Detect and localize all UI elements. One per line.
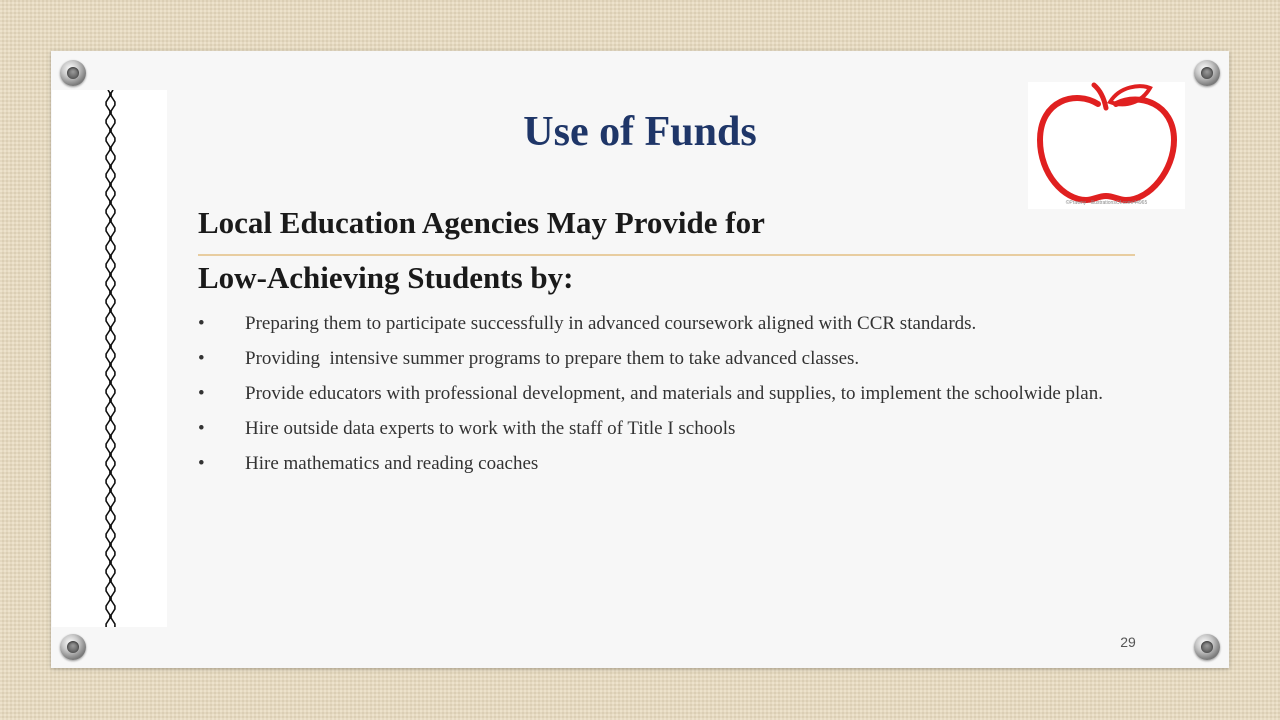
bullet-text: Hire mathematics and reading coaches	[245, 453, 539, 474]
list-item	[198, 450, 1118, 477]
list-item	[198, 310, 1118, 337]
logo	[1028, 82, 1185, 209]
divider-rule	[198, 254, 1135, 256]
grommet-bottom-right-icon	[1194, 634, 1220, 660]
list-item	[198, 345, 1118, 372]
bullet-text: Hire outside data experts to work with the staff of Title I schools	[245, 418, 736, 439]
grommet-bottom-left-icon	[60, 634, 86, 660]
bullet-list	[198, 310, 1118, 485]
bullet-text: Provide educators with professional development, and materials and supplies, to implement the schoolwide plan.	[245, 383, 1103, 404]
logo-caption: ©Prawny · IllustrationsOf.com/44965	[1065, 200, 1148, 206]
bullet-icon: •	[198, 453, 205, 474]
apple-icon	[1028, 82, 1185, 209]
page-number: 29	[1120, 634, 1136, 650]
bullet-icon: •	[198, 348, 205, 369]
bullet-text: Preparing them to participate successfully in advanced coursework aligned with CCR standards.	[245, 313, 977, 334]
subheading-line-2: Low-Achieving Students by:	[198, 260, 574, 295]
bullet-icon: •	[198, 418, 205, 439]
subheading-line-1: Local Education Agencies May Provide for	[198, 205, 765, 240]
list-item	[198, 380, 1118, 407]
bullet-icon: •	[198, 313, 205, 334]
wavy-border-icon	[103, 90, 119, 627]
list-item	[198, 415, 1118, 442]
slide-title: Use of Funds	[523, 109, 757, 155]
grommet-top-left-icon	[60, 60, 86, 86]
bullet-text: Providing intensive summer programs to prepare them to take advanced classes.	[245, 348, 860, 369]
bullet-icon: •	[198, 383, 205, 404]
grommet-top-right-icon	[1194, 60, 1220, 86]
